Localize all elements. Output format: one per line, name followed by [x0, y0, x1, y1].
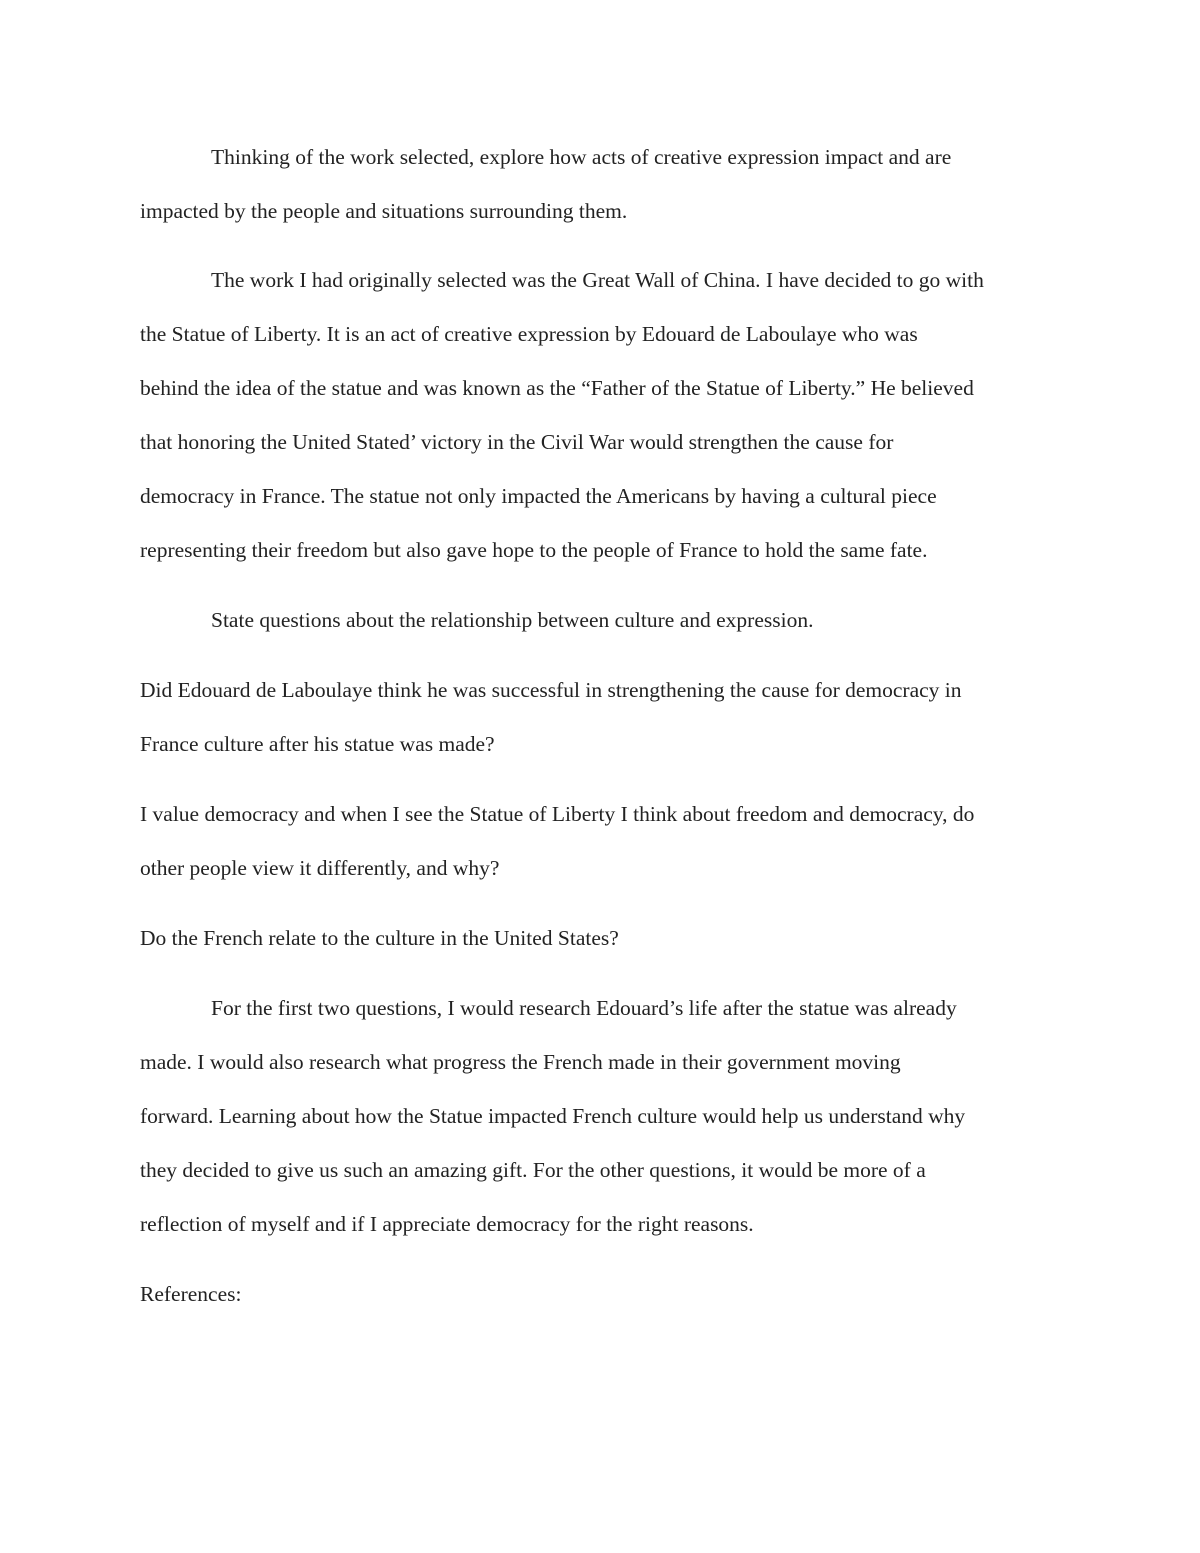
references-heading: References: — [140, 1282, 242, 1306]
question-3-line: Do the French relate to the culture in the United States? — [140, 926, 619, 950]
question-1-line: Did Edouard de Laboulaye think he was successful in strengthening the cause for democracy in — [140, 678, 962, 702]
question-2-line: other people view it differently, and why? — [140, 856, 500, 880]
answer-2-line: made. I would also research what progress the French made in their government moving — [140, 1050, 901, 1074]
answer-2-line: forward. Learning about how the Statue impacted French culture would help us understand why — [140, 1104, 966, 1128]
answer-1-line: democracy in France. The statue not only impacted the Americans by having a cultural piece — [140, 484, 937, 508]
question-1-line: France culture after his statue was made? — [140, 732, 495, 756]
answer-2-line: For the first two questions, I would research Edouard’s life after the statue was already — [211, 996, 957, 1020]
question-2-line: I value democracy and when I see the Statue of Liberty I think about freedom and democracy, do — [140, 802, 975, 826]
answer-1-line: The work I had originally selected was the Great Wall of China. I have decided to go with — [211, 268, 984, 292]
answer-2-line: they decided to give us such an amazing gift. For the other questions, it would be more of a — [140, 1158, 926, 1182]
answer-1-line: the Statue of Liberty. It is an act of creative expression by Edouard de Laboulaye who was — [140, 322, 918, 346]
prompt-1-line: Thinking of the work selected, explore how acts of creative expression impact and are — [211, 145, 952, 169]
prompt-2-line: State questions about the relationship between culture and expression. — [211, 608, 814, 632]
prompt-1-line: impacted by the people and situations surrounding them. — [140, 199, 628, 223]
answer-2-line: reflection of myself and if I appreciate democracy for the right reasons. — [140, 1212, 754, 1236]
answer-1-line: representing their freedom but also gave hope to the people of France to hold the same fate. — [140, 538, 928, 562]
answer-1-line: behind the idea of the statue and was known as the “Father of the Statue of Liberty.” He believed — [140, 376, 974, 400]
answer-1-line: that honoring the United Stated’ victory in the Civil War would strengthen the cause for — [140, 430, 894, 454]
